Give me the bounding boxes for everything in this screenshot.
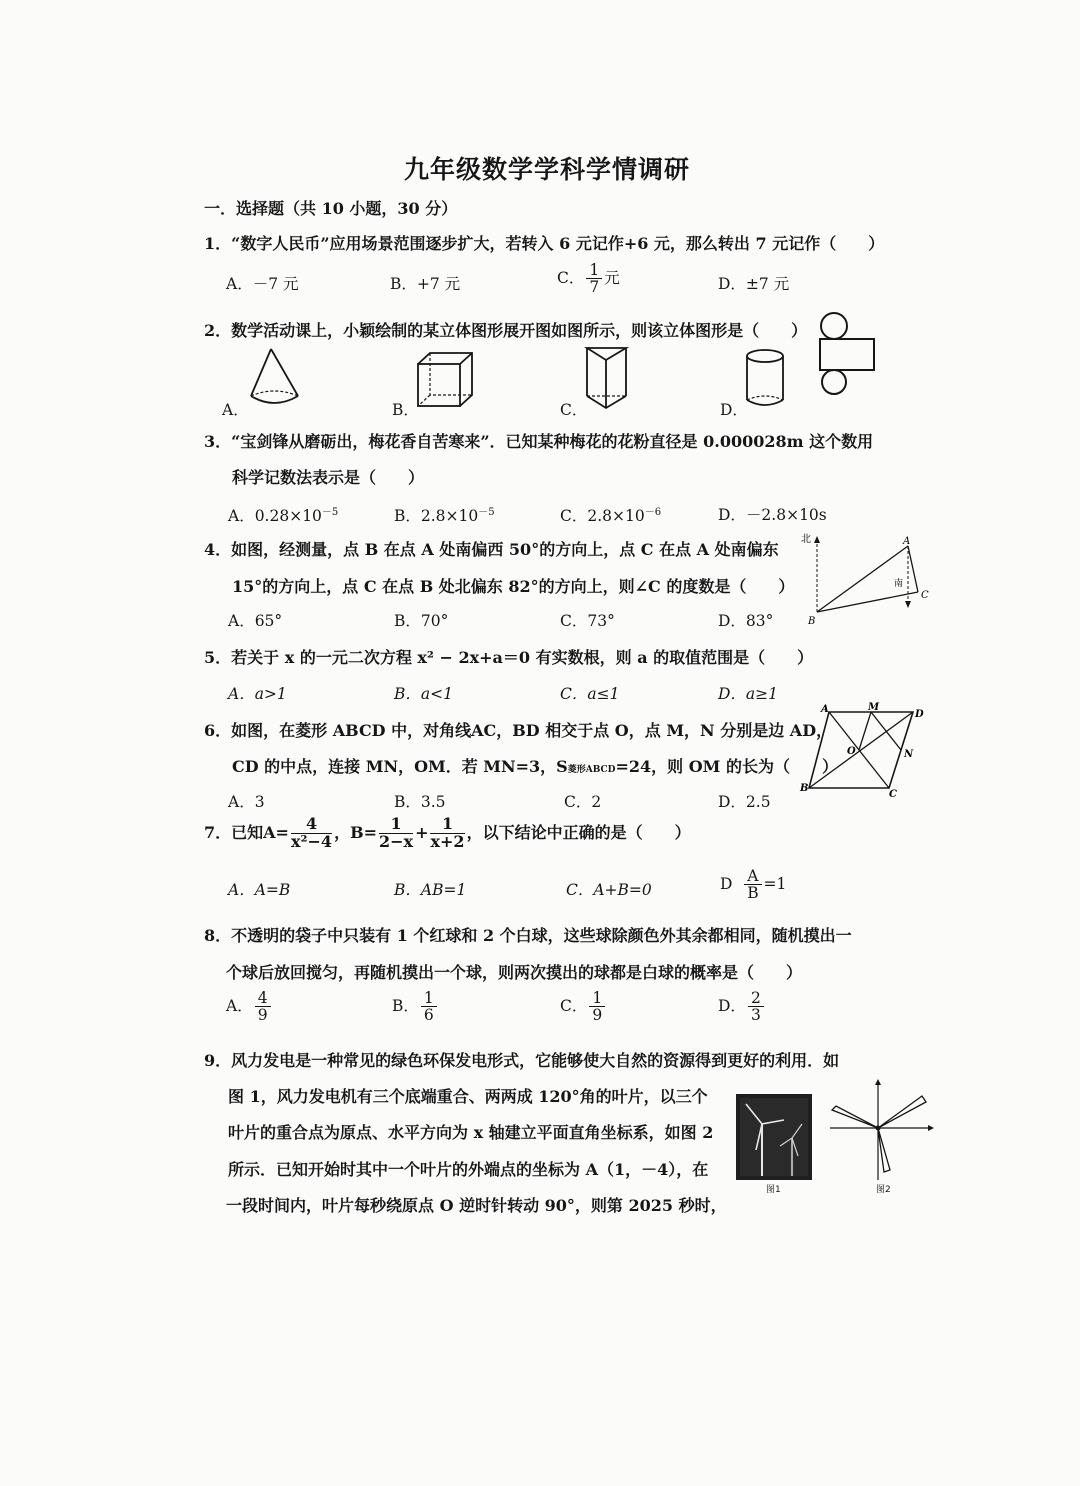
q5-option-d: D．a≥1: [718, 685, 779, 703]
q1-option-d: D．±7 元: [718, 275, 790, 293]
q7-option-d-fraction: [744, 868, 761, 902]
figure-2-caption: 图2: [876, 1185, 891, 1195]
triangular-prism-figure: [584, 344, 630, 414]
q7-plus-sign: +: [415, 822, 429, 842]
fraction-denominator: 6: [423, 1006, 434, 1025]
q8-option-b-fraction: [421, 990, 437, 1024]
q3-option-d: D．－2.8×10s: [718, 506, 827, 524]
question-3-stem-line-1: 3．“宝剑锋从磨砺出，梅花香自苦寒来”．已知某种梅花的花粉直径是 0.000028m 这个数用: [204, 432, 874, 451]
fraction-numerator: 1: [421, 990, 437, 1007]
q2-option-d-label: D．: [720, 401, 748, 419]
q7-a-lhs: A=: [263, 822, 289, 842]
q3-option-a-exponent: －5: [321, 507, 339, 518]
q5-option-a: A．a>1: [228, 685, 287, 703]
vertex-a-label: A: [821, 704, 829, 715]
question-9-line-3: 叶片的重合点为原点、水平方向为 x 轴建立平面直角坐标系，如图 2: [228, 1123, 714, 1142]
q5-option-b: B．a<1: [394, 685, 453, 703]
q7-option-d-tail: =1: [763, 874, 787, 893]
q8-option-a-label: A．: [226, 996, 253, 1015]
cylinder-figure: [744, 348, 788, 410]
section-heading: 一．选择题（共 10 小题，30 分）: [204, 199, 458, 218]
q1-option-c-label: C．: [557, 268, 585, 287]
fraction-numerator: 2: [748, 990, 764, 1007]
question-1-stem: 1．“数字人民币”应用场景范围逐步扩大，若转入 6 元记作+6 元，那么转出 7 元记作（ ）: [204, 234, 885, 253]
q2-option-a-label: A．: [222, 401, 249, 419]
point-c-label: C: [921, 590, 929, 601]
q8-option-b-label: B．: [392, 996, 419, 1015]
q1-option-c-fraction: [586, 262, 602, 296]
unfolded-net-figure: [814, 306, 878, 398]
question-3-stem-line-2: 科学记数法表示是（ ）: [232, 468, 425, 487]
q3-option-c-base: C．2.8×10: [560, 507, 645, 526]
q8-option-d-fraction: [748, 990, 764, 1024]
q8-option-a-fraction: [255, 990, 271, 1024]
point-n-label: N: [904, 749, 914, 760]
north-label: 北: [801, 534, 811, 545]
fraction-denominator: 9: [592, 1006, 603, 1025]
q8-option-c-fraction: [589, 990, 605, 1024]
question-5-stem: 5．若关于 x 的一元二次方程 x² − 2x+a＝0 有实数根，则 a 的取值范围是（ ）: [204, 648, 814, 667]
q4-option-a: A．65°: [228, 612, 283, 630]
fraction-denominator: 9: [257, 1006, 268, 1025]
wind-turbine-photo: [736, 1094, 812, 1180]
fraction-numerator: 4: [291, 816, 332, 834]
fraction-numerator: 1: [379, 816, 413, 834]
fraction-denominator: 3: [750, 1006, 761, 1025]
q6-stem-text-after: =24，则 OM 的长为（ ）: [615, 757, 838, 776]
q1-option-b: B．+7 元: [390, 275, 461, 293]
q8-option-b: [392, 990, 439, 1024]
question-9-line-5: 一段时间内，叶片每秒绕原点 O 逆时针转动 90°，则第 2025 秒时，: [226, 1196, 727, 1215]
question-9-line-4: 所示．已知开始时其中一个叶片的外端点的坐标为 A（1，－4），在: [228, 1160, 709, 1179]
q6-stem-text-before: CD 的中点，连接 MN，OM．若 MN=3，S: [232, 757, 568, 776]
question-7-stem: [204, 816, 691, 851]
q6-option-d: D．2.5: [718, 793, 771, 811]
question-9-line-1: 9．风力发电是一种常见的绿色环保发电形式，它能够使大自然的资源得到更好的利用．如: [204, 1051, 840, 1070]
q4-option-c: C．73°: [560, 612, 615, 630]
page-title: 九年级数学学科学情调研: [404, 155, 691, 184]
coordinate-blade-diagram: [826, 1076, 938, 1184]
q8-option-d: [718, 990, 766, 1024]
point-b-label: B: [808, 616, 816, 627]
q8-option-c: [560, 990, 607, 1024]
fraction-numerator: A: [744, 868, 761, 885]
q6-option-a: A．3: [228, 793, 265, 811]
q7-option-a: A．A=B: [228, 881, 291, 899]
fraction-denominator: x²−4: [290, 831, 333, 851]
question-9-line-2: 图 1，风力发电机有三个底端重合、两两成 120°角的叶片，以三个: [228, 1087, 708, 1106]
q7-option-b: B．AB=1: [394, 881, 467, 899]
question-8-stem-line-2: 个球后放回搅匀，再随机摸出一个球，则两次摸出的球都是白球的概率是（ ）: [226, 963, 803, 982]
bearing-diagram: [798, 528, 938, 630]
fraction-denominator: 7: [589, 278, 600, 297]
cube-figure: [414, 350, 476, 412]
q5-option-c: C．a≤1: [560, 685, 620, 703]
q3-option-b-exponent: －5: [478, 507, 495, 518]
fraction-denominator: x+2: [430, 831, 465, 851]
vertex-d-label: D: [915, 709, 924, 720]
q7-b2-fraction: [430, 816, 464, 851]
q7-option-d: [720, 868, 786, 902]
south-label: 南: [894, 579, 904, 589]
q7-stem-tail: ，以下结论中正确的是（ ）: [466, 822, 691, 842]
q3-option-a: [228, 503, 338, 526]
question-8-stem-line-1: 8．不透明的袋子中只装有 1 个红球和 2 个白球，这些球除颜色外其余都相同，随机摸出一: [204, 926, 852, 945]
q3-option-c-exponent: －6: [644, 507, 662, 518]
q6-option-c: C．2: [564, 793, 602, 811]
q1-option-a: A．－7 元: [226, 275, 299, 293]
figure-1-caption: 图1: [766, 1185, 781, 1195]
question-6-stem-line-1: 6．如图，在菱形 ABCD 中，对角线AC，BD 相交于点 O，点 M，N 分别是边 AD，: [204, 721, 833, 740]
q1-option-c: [557, 262, 620, 296]
cone-figure: [246, 346, 306, 412]
question-6-stem-line-2: [232, 754, 838, 777]
fraction-numerator: 4: [255, 990, 271, 1007]
vertex-b-label: B: [800, 783, 809, 794]
q1-option-c-unit: 元: [604, 268, 620, 287]
q7-option-d-label: D: [720, 874, 733, 893]
q4-option-d: D．83°: [718, 612, 774, 630]
q7-b-lhs: ，B=: [334, 822, 377, 842]
q8-option-d-label: D．: [718, 996, 746, 1015]
q2-option-b-label: B．: [392, 401, 419, 419]
question-4-stem-line-2: 15°的方向上，点 C 在点 B 处北偏东 82°的方向上，则∠C 的度数是（ ）: [232, 577, 795, 596]
point-m-label: M: [868, 702, 880, 713]
q3-option-b: [394, 503, 495, 526]
fraction-denominator: B: [747, 884, 759, 903]
point-o-label: O: [847, 746, 856, 757]
fraction-denominator: 2−x: [379, 831, 414, 851]
fraction-numerator: 1: [430, 816, 464, 834]
q3-option-b-base: B．2.8×10: [394, 507, 479, 526]
vertex-c-label: C: [889, 789, 897, 800]
q8-option-c-label: C．: [560, 996, 588, 1015]
q7-a-fraction: [291, 816, 332, 851]
q7-b1-fraction: [379, 816, 413, 851]
point-a-label: A: [903, 536, 911, 547]
q8-option-a: [226, 990, 273, 1024]
q4-option-b: B．70°: [394, 612, 449, 630]
fraction-numerator: 1: [589, 990, 605, 1007]
fraction-numerator: 1: [586, 262, 602, 279]
q6-option-b: B．3.5: [394, 793, 446, 811]
q6-area-subscript: 菱形ABCD: [567, 765, 616, 775]
q3-option-a-base: A．0.28×10: [228, 507, 322, 526]
question-2-stem: 2．数学活动课上，小颖绘制的某立体图形展开图如图所示，则该立体图形是（ ）: [204, 321, 808, 340]
rhombus-diagram: [796, 700, 930, 800]
q7-label: 7．已知: [204, 822, 264, 842]
q7-option-c: C．A+B=0: [566, 881, 652, 899]
q3-option-c: [560, 503, 661, 526]
q2-option-c-label: C．: [560, 401, 588, 419]
question-4-stem-line-1: 4．如图，经测量，点 B 在点 A 处南偏西 50°的方向上，点 C 在点 A 处南偏东: [204, 540, 779, 559]
